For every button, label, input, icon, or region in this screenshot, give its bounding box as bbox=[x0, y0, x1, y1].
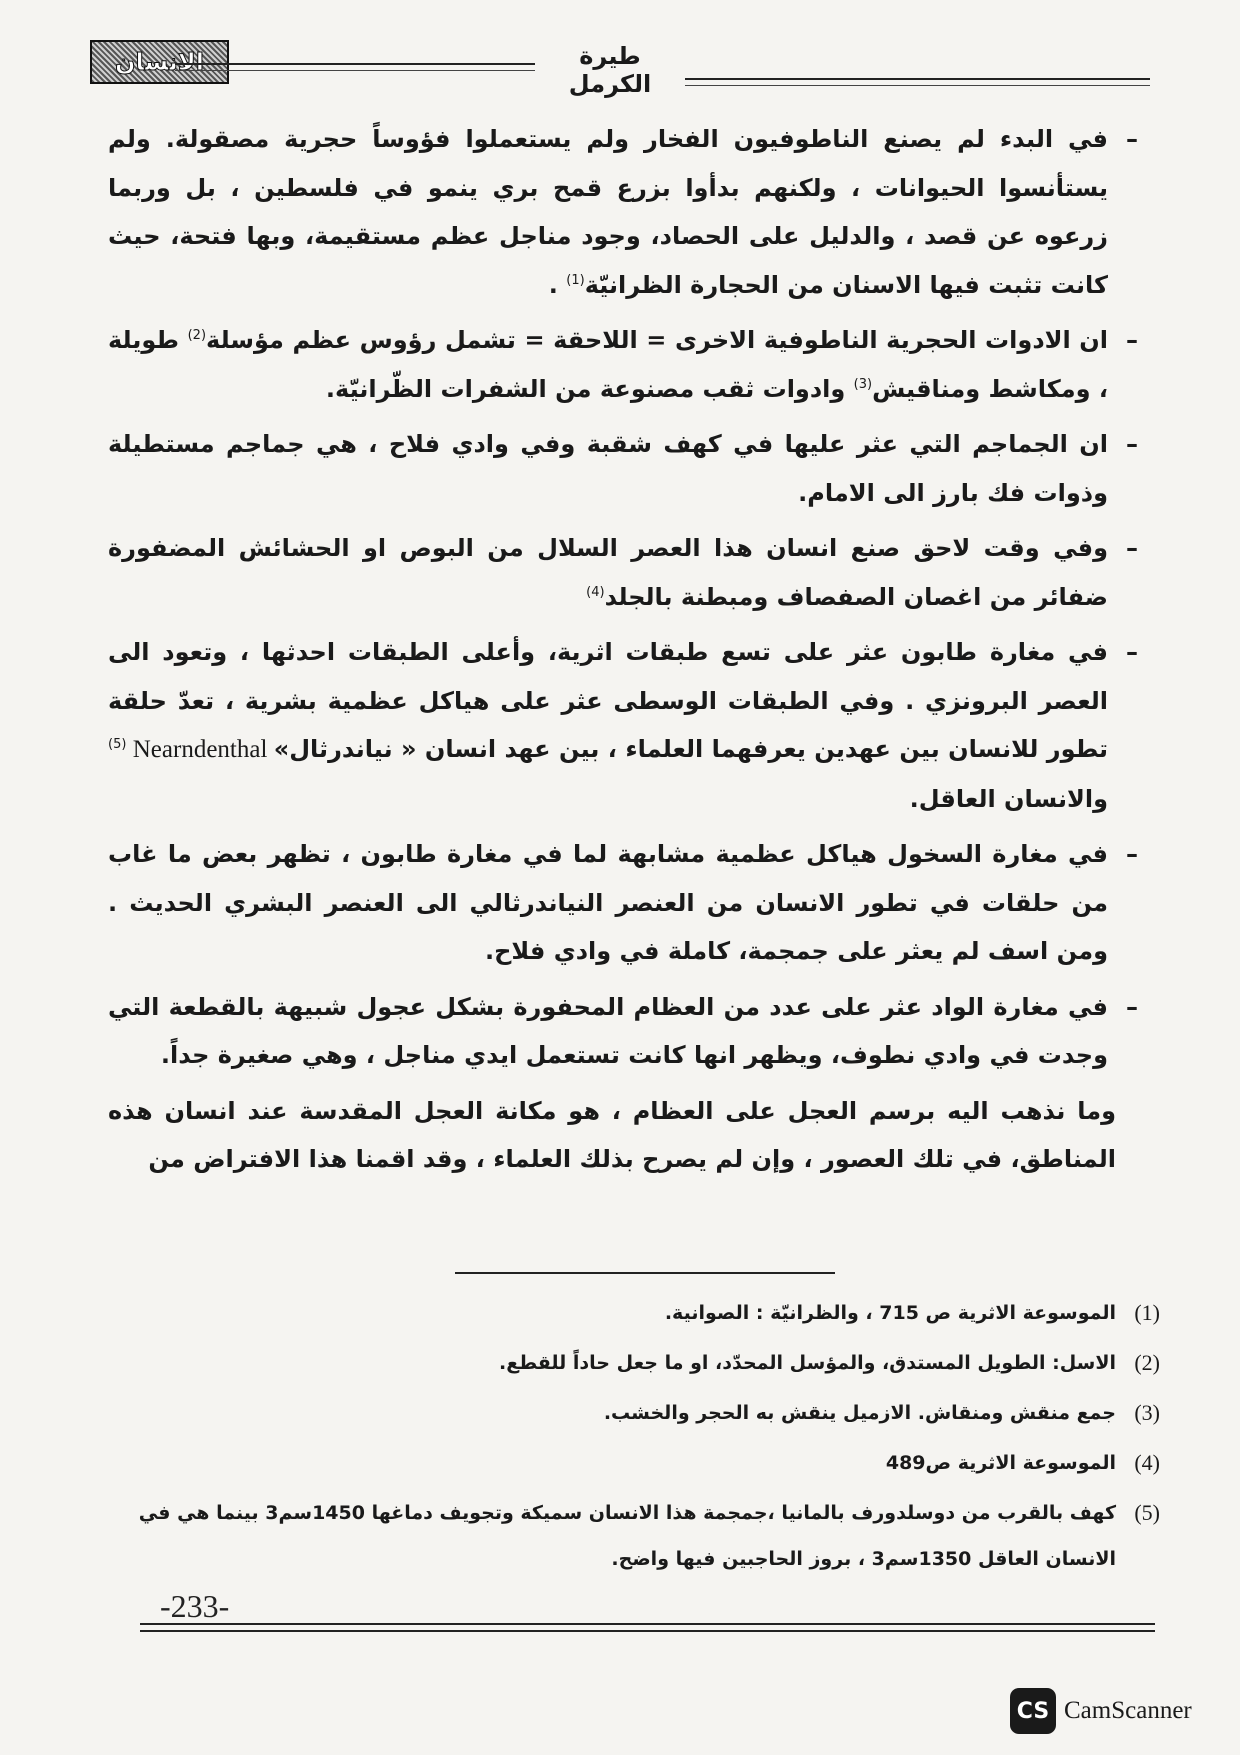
paragraph bbox=[108, 420, 1138, 517]
paragraph bbox=[108, 1087, 1138, 1184]
footnote-ref: (2) bbox=[187, 328, 207, 343]
footnote-number: (3) bbox=[1134, 1400, 1160, 1425]
paragraph bbox=[108, 316, 1138, 413]
footnote-text: كهف بالقرب من دوسلدورف بالمانيا ،جمجمة هذا الانسان سميكة وتجويف دماغها 1450سم3 بينما هي في الانسان العاقل 1350سم3 ، بروز الحاجبين فيها واضح. bbox=[138, 1502, 1116, 1570]
footnote-number: (1) bbox=[1134, 1300, 1160, 1325]
paragraph bbox=[108, 983, 1138, 1080]
bullet-dash: – bbox=[1126, 430, 1138, 458]
footnote-number: (4) bbox=[1134, 1450, 1160, 1475]
camscanner-logo-icon: CS bbox=[1010, 1688, 1056, 1734]
footnote-text: الاسل: الطويل المستدق، والمؤسل المحدّد، او ما جعل حاداً للقطع. bbox=[499, 1352, 1116, 1374]
header-rule bbox=[685, 85, 1150, 86]
paragraph-text: والانسان العاقل. bbox=[909, 784, 1108, 813]
section-badge bbox=[90, 40, 229, 84]
footnote-ref: (5) bbox=[108, 737, 127, 752]
page-number: -233- bbox=[160, 1588, 230, 1624]
bullet-dash: – bbox=[1126, 992, 1138, 1021]
camscanner-label: CamScanner bbox=[1064, 1697, 1192, 1724]
paragraph-text: في مغارة السخول هياكل عظمية مشابهة لما في مغارة طابون ، تظهر بعض ما غاب من حلقات في تطور الانسان من العنصر النياندرثالي الى العنصر البشري الحديث . ومن اسف لم يعثر على جمجمة، كاملة في وادي فلاح. bbox=[108, 840, 1108, 965]
paragraph-text: . bbox=[548, 270, 567, 299]
footnote bbox=[120, 1440, 1160, 1486]
bullet-dash: – bbox=[1126, 534, 1138, 562]
footnote-text: جمع منقش ومنقاش. الازميل ينقش به الحجر والخشب. bbox=[603, 1402, 1116, 1424]
section-badge-label: الانسان bbox=[114, 48, 205, 76]
header-rule bbox=[175, 70, 535, 71]
footnote-text: الموسوعة الاثرية ص489 bbox=[885, 1452, 1116, 1474]
footnote bbox=[120, 1390, 1160, 1436]
paragraph-text: وفي وقت لاحق صنع انسان هذا العصر السلال من البوص او الحشائش المضفورة ضفائر من اغصان الصفصاف ومبطنة بالجلد bbox=[108, 534, 1108, 611]
latin-term: Nearndenthal bbox=[126, 736, 274, 763]
footnote-ref: (4) bbox=[586, 584, 605, 600]
footnote bbox=[120, 1290, 1160, 1336]
footer-rule bbox=[140, 1623, 1155, 1625]
paragraph bbox=[108, 830, 1138, 976]
paragraph-text: وما نذهب اليه برسم العجل على العظام ، هو مكانة العجل المقدسة عند انسان هذه المناطق، في تلك العصور ، وإن لم يصرح بذلك العلماء ، وقد اقمنا هذا الافتراض من bbox=[108, 1096, 1116, 1173]
paragraph-text: وادوات ثقب مصنوعة من الشفرات الظّرانيّة. bbox=[325, 374, 854, 403]
footnote-number: (5) bbox=[1134, 1500, 1160, 1525]
paragraph-text: في مغارة الواد عثر على عدد من العظام المحفورة بشكل عجول شبيهة بالقطعة التي وجدت في وادي نطوف، ويظهر انها كانت تستعمل ايدي مناجل ، وهي صغيرة جداً. bbox=[108, 992, 1108, 1069]
bullet-dash: – bbox=[1126, 326, 1138, 354]
bullet-dash: – bbox=[1126, 638, 1138, 666]
bullet-dash: – bbox=[1126, 840, 1138, 868]
footnote-separator bbox=[455, 1272, 835, 1274]
footnote bbox=[120, 1490, 1160, 1582]
paragraph bbox=[108, 115, 1138, 309]
header-rule bbox=[685, 78, 1150, 80]
book-title: طيرة الكرمل bbox=[568, 42, 652, 98]
footnote-ref: (1) bbox=[566, 272, 585, 288]
paragraph bbox=[108, 524, 1138, 621]
paragraph-text: ان الجماجم التي عثر عليها في كهف شقبة وفي وادي فلاح ، هي جماجم مستطيلة وذوات فك بارز الى الامام. bbox=[108, 430, 1108, 507]
paragraph-text: في مغارة طابون عثر على تسع طبقات اثرية، وأعلى الطبقات احدثها ، وتعود الى العصر البرونزي . وفي الطبقات الوسطى عثر على هياكل عظمية بشرية ، تعدّ حلقة تطور للانسان بين عهدين يعرفهما العلماء ، بين عهد انسان « نياندرثال» bbox=[108, 638, 1109, 763]
camscanner-watermark bbox=[1010, 1688, 1192, 1734]
footnote-number: (2) bbox=[1134, 1350, 1160, 1375]
paragraph-text: طويلة ، ومكاشط ومناقيش bbox=[108, 326, 1108, 403]
footnote-text: الموسوعة الاثرية ص 715 ، والظرانيّة : الصوانية. bbox=[664, 1302, 1116, 1324]
paragraph-text: في البدء لم يصنع الناطوفيون الفخار ولم يستعملوا فؤوساً حجرية مصقولة. ولم يستأنسوا الحيوانات ، ولكنهم بدأوا بزرع قمح بري ينمو في فلسطين ، بل وربما زرعوه عن قصد ، والدليل على الحصاد، وجود مناجل عظم مستقيمة، وبها فتحة، حيث كانت تثبت فيها الاسنان من الحجارة الظرانيّة bbox=[108, 125, 1108, 299]
body-text bbox=[108, 115, 1138, 1191]
footnote bbox=[120, 1340, 1160, 1386]
footnotes bbox=[120, 1290, 1160, 1586]
footer-rule bbox=[140, 1630, 1155, 1632]
paragraph-text: ان الادوات الحجرية الناطوفية الاخرى = اللاحقة = تشمل رؤوس عظم مؤسلة bbox=[206, 326, 1109, 354]
bullet-dash: – bbox=[1126, 125, 1138, 153]
paragraph bbox=[108, 628, 1138, 823]
header-rule bbox=[175, 63, 535, 65]
footnote-ref: (3) bbox=[853, 376, 873, 392]
